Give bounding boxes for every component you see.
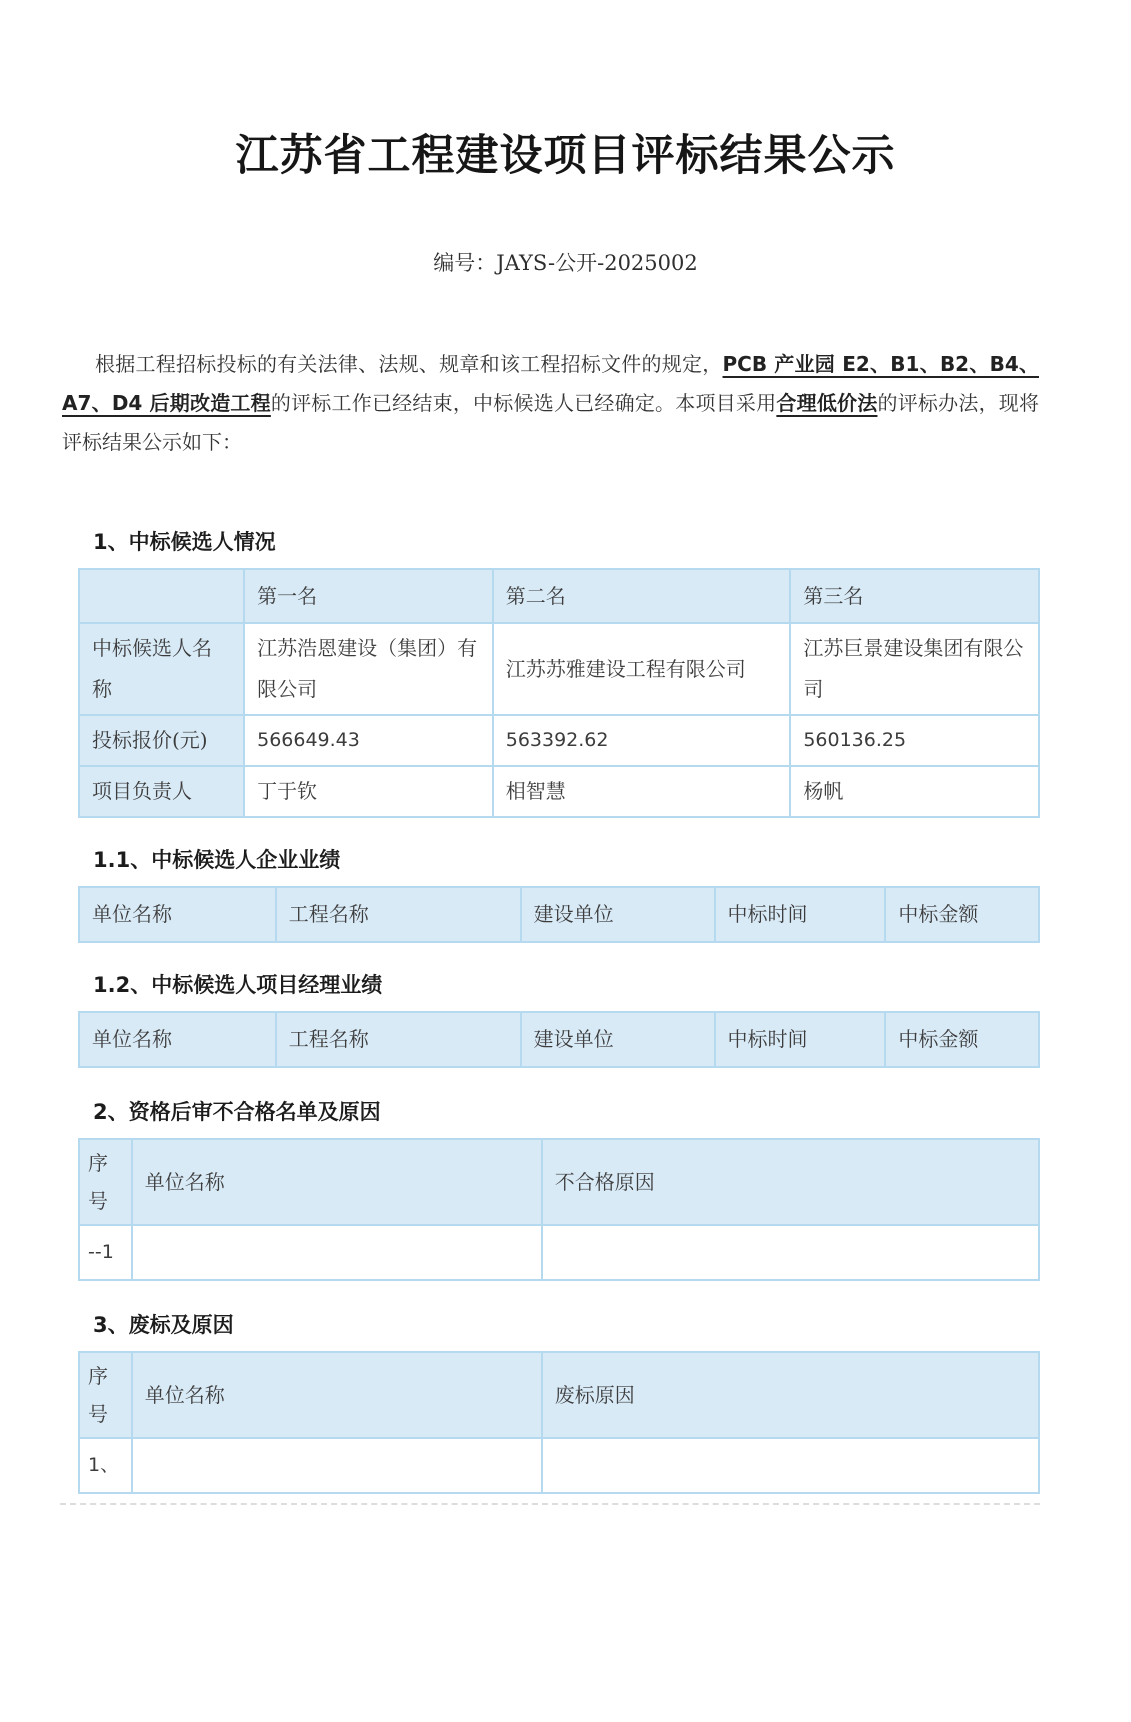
unit-name-cell	[132, 1438, 542, 1493]
header-unit-name: 单位名称	[79, 887, 276, 942]
header-award-amount: 中标金额	[885, 1012, 1039, 1067]
header-award-amount: 中标金额	[885, 887, 1039, 942]
table-header-row	[79, 1352, 1039, 1438]
candidate-name-3: 江苏巨景建设集团有限公司	[790, 623, 1039, 715]
intro-text-2: 的评标工作已经结束，中标候选人已经确定。本项目采用	[270, 391, 777, 415]
bid-price-3: 560136.25	[790, 715, 1039, 766]
unqualified-list-table	[78, 1138, 1040, 1281]
table-header-row	[79, 1012, 1039, 1067]
row-label-project-leader: 项目负责人	[79, 766, 244, 817]
table-row	[79, 623, 1039, 715]
header-project-name: 工程名称	[276, 1012, 521, 1067]
header-unit-name: 单位名称	[79, 1012, 276, 1067]
header-project-name: 工程名称	[276, 887, 521, 942]
bid-price-2: 563392.62	[493, 715, 791, 766]
section-1-heading: 1、中标候选人情况	[93, 530, 276, 554]
project-leader-3: 杨帆	[790, 766, 1039, 817]
row-label-bid-price: 投标报价(元)	[79, 715, 244, 766]
header-award-time: 中标时间	[715, 1012, 886, 1067]
header-rejected-reason: 废标原因	[542, 1352, 1039, 1438]
row-label-candidate-name: 中标候选人名称	[79, 623, 244, 715]
bid-price-1: 566649.43	[244, 715, 493, 766]
header-unit-name: 单位名称	[132, 1352, 542, 1438]
header-unqualified-reason: 不合格原因	[542, 1139, 1039, 1225]
seq-no-cell: 1、	[79, 1438, 132, 1493]
header-cell-empty	[79, 569, 244, 623]
table-header-row	[79, 1139, 1039, 1225]
header-cell-third: 第三名	[790, 569, 1039, 623]
intro-text-3: 的评标办法，现将评标结果公示如下：	[62, 391, 1040, 454]
header-construction-unit: 建设单位	[521, 1012, 715, 1067]
header-cell-first: 第一名	[244, 569, 493, 623]
table-header-row	[79, 887, 1039, 942]
seq-no-cell: --1	[79, 1225, 132, 1280]
unit-name-cell	[132, 1225, 542, 1280]
project-leader-2: 相智慧	[493, 766, 791, 817]
section-2-heading: 2、资格后审不合格名单及原因	[93, 1100, 381, 1124]
candidate-name-1: 江苏浩恩建设（集团）有限公司	[244, 623, 493, 715]
header-award-time: 中标时间	[715, 887, 886, 942]
header-construction-unit: 建设单位	[521, 887, 715, 942]
document-page	[0, 122, 1131, 1722]
evaluation-method: 合理低价法	[776, 391, 878, 415]
project-name: PCB 产业园 E2、B1、B2、B4、A7、D4 后期改造工程	[62, 352, 1039, 415]
intro-paragraph	[62, 345, 1039, 462]
table-row	[79, 1438, 1039, 1493]
header-cell-second: 第二名	[493, 569, 791, 623]
section-3-heading: 3、废标及原因	[93, 1313, 234, 1337]
enterprise-performance-table	[78, 886, 1040, 943]
reason-cell	[542, 1225, 1039, 1280]
page-divider	[60, 1503, 1040, 1505]
header-seq-no: 序号	[79, 1139, 132, 1225]
table-header-row	[79, 569, 1039, 623]
table-row	[79, 1225, 1039, 1280]
project-leader-1: 丁于钦	[244, 766, 493, 817]
page-title: 江苏省工程建设项目评标结果公示	[235, 131, 896, 181]
section-1-1-heading: 1.1、中标候选人企业业绩	[93, 848, 341, 872]
candidate-name-2: 江苏苏雅建设工程有限公司	[493, 623, 791, 715]
section-1-2-heading: 1.2、中标候选人项目经理业绩	[93, 973, 383, 997]
table-row	[79, 766, 1039, 817]
table-row	[79, 715, 1039, 766]
manager-performance-table	[78, 1011, 1040, 1068]
rejected-bids-table	[78, 1351, 1040, 1494]
header-seq-no: 序号	[79, 1352, 132, 1438]
header-unit-name: 单位名称	[132, 1139, 542, 1225]
candidates-table	[78, 568, 1040, 818]
reason-cell	[542, 1438, 1039, 1493]
intro-text-1: 根据工程招标投标的有关法律、法规、规章和该工程招标文件的规定，	[95, 352, 723, 376]
doc-number: 编号：JAYS-公开-2025002	[433, 251, 698, 275]
